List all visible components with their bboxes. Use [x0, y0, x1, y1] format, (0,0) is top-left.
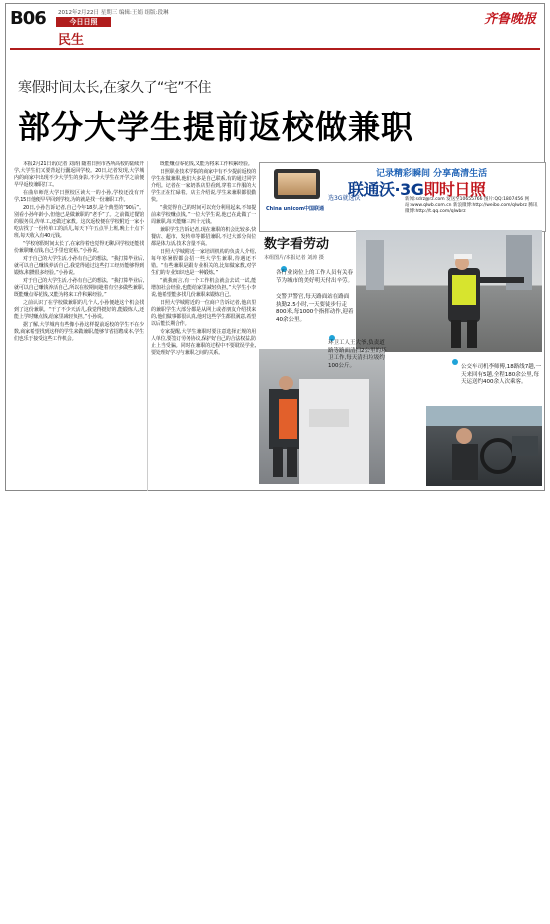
paragraph: 之前认识了在学校做兼职的几个人,小孙便趁这个机会找到了这份兼职。“干了不少天活儿,我觉得挺好的,能锻炼人,还能上学时赚点钱,给家里减轻负担。”小孙说。 — [14, 300, 144, 320]
photo-traffic-police — [356, 230, 542, 352]
paragraph: 20日,小孙告诉记者,自己今年18岁,是个典型的“90后”。别看小孙年龄小,但他已是做兼职的“老手”了。之前做过餐馆的服务员,传单工,还做过家教。这次返校便在学校附近一家小吃店找了一份传单工的活儿,每天下午五点半上班,晚上十点下班,每天收入有40元钱。 — [14, 205, 144, 239]
paragraph: “我觉得自己的时间可以充分利用起来,不如提前来学校赚点钱。”一位大学生说,他已在此做了一周兼职,每天能赚三四十元钱。 — [151, 205, 256, 225]
caption-marker-dot — [452, 359, 458, 365]
article-subtitle: 寒假时间太长,在家久了“宅”不住 — [18, 80, 211, 96]
newspaper-page — [5, 3, 545, 491]
paragraph: 本报2月21日讯(记者 刘涛) 随着日照市各所高校的陆续开学,大学生们又要背起行囊返回学校。20日,记者发现,大学城内的商家中出现不少大学生的身影,不少大学生在开学之前便早早返校兼职打工。 — [14, 161, 144, 188]
unicom-logo: China unicom中国联通 — [266, 206, 325, 212]
paragraph: 既能赚点零花钱,又能为将来工作积累经验。 — [160, 161, 253, 167]
section-name: 民生 — [58, 33, 85, 48]
column-divider — [147, 161, 148, 491]
page-number: B06 — [10, 8, 46, 29]
ad-brand: 联通沃·3G即时日照 — [348, 180, 486, 199]
masthead-logo: 齐鲁晚报 — [483, 12, 536, 27]
unicom-ad-banner — [259, 162, 546, 232]
paragraph: 日照职业技术学院的商家中有不少提前返校的学生在做兼职,他们大多是自己联系,有的通过同学介绍。记者在一家奶茶店里看到,穿着工作服的大学生正在忙碌着。店主介绍说,学生来兼职都很勤快。 — [151, 169, 256, 203]
photo-credit: 本组图片/本报记者 刘涛 摄 — [264, 255, 324, 261]
ad-choose: 选3G就选沃 — [328, 195, 361, 202]
paragraph: 对于自己的大学生活,小孙有自己的想法。“我打算毕业后,就可以自己赚钱养活自己,所以在校期间趁着有空多做些兼职,既能赚点零花钱,又能为将来工作积累经验。” — [14, 278, 144, 298]
paragraph: “就我而言,有一个工作机会就会去试一试,能增加社会经验,也能给家里减轻负担。”大学生小李说,他希望能多找几份兼职来锻炼自己。 — [151, 278, 256, 298]
caption-bus-driver: 公交车司机李师傅,18路线7趟,一天来回有5趟,全程180余公里,每天运送约400余人次乘客。 — [461, 364, 541, 385]
phone-image — [274, 169, 320, 199]
paragraph: 据了解,大学城内有些像小孙这样提前返校的学生不在少数,商家希望找到这样的学生来做兼职,能够节省招聘成本,学生们也乐于接受这些工作机会。 — [14, 322, 144, 342]
ad-tagline: 记录精彩瞬间 分享高清生活 — [376, 169, 488, 179]
paragraph: 日照大学城附近的一位商户告诉记者,他店里的兼职学生大部分都是从网上或者朋友介绍找来的,他们做事都很认真,他对这些学生都很满意,希望以后能长期合作。 — [151, 300, 256, 327]
article-column-1 — [14, 161, 144, 489]
caption-police-1: 各行业岗位上的工作人员有关春节为城市的美好明天付出辛劳。 — [276, 270, 354, 284]
article-column-2 — [151, 161, 256, 489]
paragraph: 日照大学城附近一家培训机构的负责人介绍,每年寒暑假都会招一些大学生兼职,待遇还不错。“有些兼职是跟专业相关的,比如做家教,对学生们的专业知识也是一种锻炼。” — [151, 249, 256, 276]
photo-box-title: 数字看劳动 — [264, 237, 330, 252]
ad-contact-lines: 新闻:sdrz@rz.com 发送至10655766 图片:QQ:1807456 网站:www.qlwb.com.cn 新浪微博:http://weibo.com/qlwbrz 腾讯微博:http://t.qq.com/qlwbrz — [405, 197, 538, 214]
issue-meta: 2012年2月22日 星期三 编辑:王娟 组版:段琳 — [58, 10, 169, 16]
paragraph: 兼职学生告诉记者,现在兼职的机会比较多,快餐店、超市、发传单等都招兼职,不过大部分岗位都是体力活,技术含量不高。 — [151, 227, 256, 247]
paragraph: 专家提醒,大学生兼职时要注意选择正规的用人单位,要签订劳务协议,保护好自己的合法权益,防止上当受骗。同时在兼职的过程中不要耽误学业,要处理好学习与兼职之间的关系。 — [151, 329, 256, 356]
caption-police-2: 交警尹警官,每天路面站在路面执勤2.5小时,一天要徒步行走800米,每1000个指挥动作,迎着40余公里。 — [276, 294, 354, 323]
paragraph: 在曲阜师范大学日照校区读大一的小孙,学校还没有开学,15日他便早早回到学校,为的就是找一份兼职工作。 — [14, 190, 144, 203]
paragraph: 对于自己的大学生活,小孙有自己的想法。“我打算毕业后,就可以自己赚钱养活自己,我觉得通过这些打工经历能够得到锻炼,积攒很多经验。”小孙说。 — [14, 256, 144, 276]
article-headline: 部分大学生提前返校做兼职 — [18, 108, 415, 146]
caption-sanitation: 环卫工人王大爷,负责道路等路面清扫2公里的环卫工作,每天清扫垃圾约100公斤。 — [328, 340, 387, 369]
photo-bus-driver — [426, 406, 542, 486]
paragraph: “学校寒假时间太长了,在家待着也觉得无聊,回学校还能找份兼职赚点钱,自己手里也宽裕。”小孙说。 — [14, 241, 144, 254]
topic-tag: 今日日照 — [56, 17, 111, 27]
header-rule — [10, 48, 540, 50]
